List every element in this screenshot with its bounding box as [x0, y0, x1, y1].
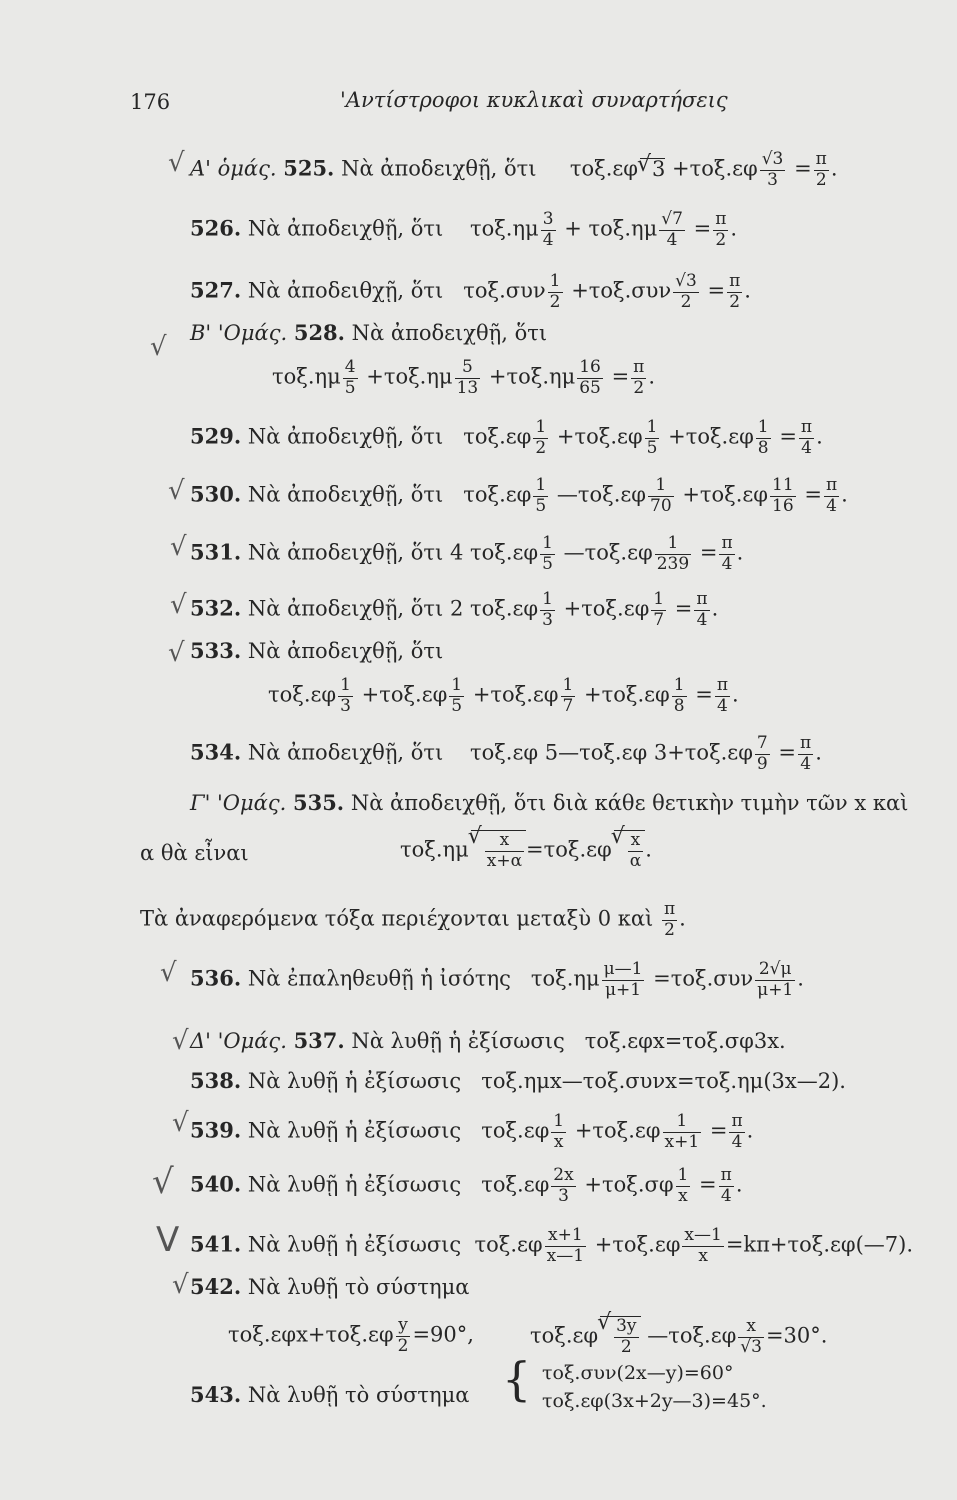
fraction-pi: $\frac{\pi}{2}$	[729, 271, 741, 312]
group-b-label: Β' 'Ομάς.	[190, 321, 288, 345]
handwritten-check-mark: √	[170, 590, 187, 620]
fraction: $\frac{x—1}{x}$	[684, 1225, 722, 1266]
problem-525: Α' ὁμάς. 525. Νὰ ἀποδειχθῇ, ὅτι τοξ.εφ√ 3 +τοξ.εφ $\frac{√3}{3}$ = $\frac{\pi}{2}$ .	[190, 150, 838, 190]
radical: √ 3	[640, 158, 665, 180]
problem-number: 530.	[190, 481, 242, 507]
fraction: $\frac{\mu—1}{\mu+1}$	[603, 959, 643, 1000]
group-g-label: Γ' 'Ομάς.	[190, 791, 287, 815]
handwritten-check-mark: √	[168, 638, 185, 668]
problem-532: 532. Νὰ ἀποδειχθῇ, ὅτι 2 τοξ.εφ $\frac{1}{3}$ +τοξ.εφ $\frac{1}{7}$ = $\frac{\pi}{4}$ .	[190, 589, 719, 630]
problem-533-heading	[190, 640, 443, 662]
problem-543-eq2: τοξ.εφ(3x+2y—3)=45°.	[542, 1390, 767, 1412]
fraction: $\frac{1}{3}$	[542, 589, 553, 630]
fraction-pi: $\frac{\pi}{4}$	[825, 475, 838, 516]
radical: √ $\frac{x}{\alpha}$	[614, 830, 645, 871]
fraction: $\frac{1}{8}$	[757, 417, 769, 458]
problem-text: Νὰ ἀποδειθχῇ, ὅτι	[247, 278, 444, 303]
fraction: $\frac{3}{4}$	[542, 209, 554, 250]
radical: √ $\frac{3y}{2}$	[600, 1316, 640, 1357]
problem-text: Νὰ ἀποδειχθῇ, ὅτι διὰ κάθε θετικὴν τιμὴν τῶν x καὶ	[350, 791, 909, 815]
fraction: $\frac{1}{5}$	[646, 417, 658, 458]
fraction-pi: $\frac{\pi}{4}$	[720, 1165, 732, 1206]
problem-527: 527. Νὰ ἀποδειθχῇ, ὅτι τοξ.συν $\frac{1}{2}$ +τοξ.συν $\frac{√3}{2}$ = $\frac{\pi}{2}$ .	[190, 271, 751, 312]
problem-text: Νὰ ἀποδειχθῇ, ὅτι	[247, 540, 444, 565]
fraction: $\frac{1}{2}$	[549, 271, 561, 312]
fraction: $\frac{2x}{3}$	[553, 1165, 574, 1206]
problem-number: 536.	[190, 965, 242, 991]
equation: τοξ.εφx=τοξ.σφ3x.	[584, 1029, 786, 1053]
fraction-pi: $\frac{\pi}{2}$	[815, 149, 827, 190]
fraction: $\frac{1}{5}$	[542, 533, 553, 574]
fraction: $\frac{1}{5}$	[535, 475, 547, 516]
problem-541: 541. Νὰ λυθῇ ἡ ἐξίσωσις τοξ.εφ $\frac{x+1}{x—1}$ +τοξ.εφ $\frac{x—1}{x}$ =kπ+τοξ.εφ(—7).	[190, 1225, 914, 1266]
problem-text: Νὰ λυθῇ ἡ ἐξίσωσις	[247, 1069, 462, 1093]
problem-number: 539.	[190, 1117, 242, 1143]
fraction-pi: $\frac{\pi}{2}$	[633, 357, 645, 398]
handwritten-check-mark: √	[168, 476, 185, 506]
problem-text: Νὰ ἀποδειχθῇ, ὅτι	[247, 424, 444, 449]
problem-number: 542.	[190, 1274, 242, 1299]
problem-text: Νὰ ἀποδειχθῇ, ὅτι	[341, 156, 537, 181]
problem-538	[190, 1070, 846, 1092]
fraction: $\frac{1}{7}$	[562, 675, 574, 716]
group-d-label: Δ' 'Ομάς.	[190, 1029, 287, 1053]
problem-number: 532.	[190, 595, 242, 621]
handwritten-check-mark: √	[160, 958, 177, 988]
problem-528-formula: τοξ.ημ $\frac{4}{5}$ +τοξ.ημ $\frac{5}{13}$ +τοξ.ημ $\frac{16}{65}$ = $\frac{\pi}{2}$ .	[272, 357, 656, 398]
problem-535-formula: τοξ.ημ √ $\frac{x}{x+\alpha}$ =τοξ.εφ √ $\frac{x}{\alpha}$ .	[400, 830, 652, 871]
fraction-pi: $\frac{\pi}{2}$	[715, 209, 727, 250]
handwritten-check-mark: √	[152, 1162, 174, 1202]
problem-text: Νὰ ἀποδειχθῇ, ὅτι	[247, 639, 444, 663]
fraction: $\frac{1}{x}$	[553, 1111, 565, 1152]
problem-528-heading	[190, 322, 547, 344]
fraction: $\frac{√3}{2}$	[675, 271, 697, 312]
fraction: $\frac{x}{√3}$	[740, 1316, 762, 1357]
fraction: $\frac{1}{8}$	[673, 675, 685, 716]
page-number: 176	[130, 90, 171, 114]
fraction: $\frac{1}{239}$	[656, 533, 690, 574]
fraction-pi: $\frac{\pi}{4}$	[696, 589, 708, 630]
fraction: $\frac{√7}{4}$	[661, 209, 683, 250]
problem-535-line3: Τὰ ἀναφερόμενα τόξα περιέχονται μεταξὺ 0 καὶ $\frac{\pi}{2}$ .	[140, 899, 686, 940]
fraction: $\frac{11}{16}$	[772, 475, 794, 516]
fraction-pi: $\frac{\pi}{4}$	[800, 417, 813, 458]
problem-text: Νὰ λυθῇ ἡ ἐξίσωσις	[247, 1172, 462, 1197]
problem-number: 526.	[190, 215, 242, 241]
problem-text: Νὰ ἀποδειχθῇ, ὅτι	[247, 216, 444, 241]
problem-543	[190, 1384, 469, 1406]
problem-540: 540. Νὰ λυθῇ ἡ ἐξίσωσις τοξ.εφ $\frac{2x}{3}$ +τοξ.σφ $\frac{1}{x}$ = $\frac{\pi}{4}$ .	[190, 1165, 743, 1206]
problem-number: 537.	[293, 1028, 345, 1053]
problem-number: 538.	[190, 1068, 242, 1093]
problem-533-formula: τοξ.εφ $\frac{1}{3}$ +τοξ.εφ $\frac{1}{5}$ +τοξ.εφ $\frac{1}{7}$ +τοξ.εφ $\frac{1}{8}$ = $\frac{\pi}{4}$ .	[268, 675, 739, 716]
problem-number: 528.	[293, 320, 345, 345]
handwritten-check-mark: √	[168, 148, 185, 178]
page-title: 'Αντίστροφοι κυκλικαὶ συναρτήσεις	[340, 88, 728, 112]
fraction: $\frac{1}{5}$	[451, 675, 463, 716]
problem-539: 539. Νὰ λυθῇ ἡ ἐξίσωσις τοξ.εφ $\frac{1}{x}$ +τοξ.εφ $\frac{1}{x+1}$ = $\frac{\pi}{4}$ .	[190, 1111, 754, 1152]
problem-text: Νὰ λυθῇ ἡ ἐξίσωσις	[247, 1232, 462, 1257]
equation: τοξ.ημx—τοξ.συνx=τοξ.ημ(3x—2).	[481, 1069, 846, 1093]
problem-542-eq1: τοξ.εφx+τοξ.εφ $\frac{y}{2}$ =90°,	[228, 1315, 474, 1356]
fraction: $\frac{2√\mu}{\mu+1}$	[757, 959, 794, 1000]
problem-text: Νὰ λυθῇ ἡ ἐξίσωσις	[351, 1029, 565, 1053]
problem-531: 531. Νὰ ἀποδειχθῇ, ὅτι 4 τοξ.εφ $\frac{1}{5}$ —τοξ.εφ $\frac{1}{239}$ = $\frac{\pi}{4}$ .	[190, 533, 744, 574]
problem-text: Νὰ ἀποδειχθῇ, ὅτι	[247, 740, 444, 765]
fraction: $\frac{1}{3}$	[340, 675, 351, 716]
fraction-pi: $\frac{\pi}{4}$	[716, 675, 729, 716]
handwritten-check-mark: √	[172, 1108, 189, 1138]
handwritten-check-mark: √	[170, 532, 187, 562]
problem-542-eq2: τοξ.εφ √ $\frac{3y}{2}$ —τοξ.εφ $\frac{x}{√3}$ =30°.	[530, 1316, 827, 1357]
problem-529: 529. Νὰ ἀποδειχθῇ, ὅτι τοξ.εφ $\frac{1}{2}$ +τοξ.εφ $\frac{1}{5}$ +τοξ.εφ $\frac{1}{8}$ = $\frac{\pi}{4}$ .	[190, 417, 823, 458]
fraction: $\frac{16}{65}$	[579, 357, 601, 398]
problem-number: 535.	[292, 790, 345, 815]
problem-number: 540.	[190, 1171, 242, 1197]
problem-number: 529.	[190, 423, 242, 449]
problem-534: 534. Νὰ ἀποδειχθῇ, ὅτι τοξ.εφ 5—τοξ.εφ 3+τοξ.εφ $\frac{7}{9}$ = $\frac{\pi}{4}$ .	[190, 733, 822, 774]
fraction-pi: $\frac{\pi}{4}$	[731, 1111, 743, 1152]
fraction: $\frac{1}{x}$	[677, 1165, 689, 1206]
handwritten-check-mark: √	[172, 1026, 189, 1056]
fraction-pi: $\frac{\pi}{4}$	[800, 733, 812, 774]
problem-text: Νὰ λυθῇ τὸ σύστημα	[247, 1383, 470, 1407]
radical: √ $\frac{x}{x+\alpha}$	[471, 830, 526, 871]
problem-text: Νὰ λυθῇ ἡ ἐξίσωσις	[247, 1118, 462, 1143]
fraction: $\frac{4}{5}$	[344, 357, 356, 398]
fraction: $\frac{1}{2}$	[535, 417, 547, 458]
problem-543-eq1: τοξ.συν(2x—y)=60°	[542, 1362, 734, 1384]
fraction: $\frac{7}{9}$	[756, 733, 768, 774]
problem-number: 527.	[190, 277, 242, 303]
handwritten-check-mark: V	[156, 1220, 180, 1260]
fraction-pi: $\frac{\pi}{4}$	[721, 533, 733, 574]
fraction: $\frac{1}{x+1}$	[664, 1111, 700, 1152]
problem-number: 533.	[190, 638, 242, 663]
problem-text: Νὰ ἐπαληθευθῇ ἡ ἰσότης	[247, 966, 511, 991]
problem-number: 541.	[190, 1231, 242, 1257]
handwritten-check-mark: √	[150, 332, 167, 362]
handwritten-check-mark: √	[172, 1270, 189, 1300]
term: τοξ.εφ	[569, 156, 638, 181]
fraction: $\frac{1}{7}$	[653, 589, 665, 630]
problem-text: Νὰ λυθῇ τὸ σύστημα	[247, 1275, 470, 1299]
group-a-label: Α' ὁμάς.	[190, 156, 277, 181]
problem-text: Νὰ ἀποδειχθῇ, ὅτι	[247, 596, 444, 621]
fraction: $\frac{1}{70}$	[650, 475, 672, 516]
term: +τοξ.εφ	[672, 156, 758, 181]
problem-537	[190, 1030, 786, 1052]
fraction: $\frac{5}{13}$	[456, 357, 479, 398]
problem-526: 526. Νὰ ἀποδειχθῇ, ὅτι τοξ.ημ $\frac{3}{4}$ + τοξ.ημ $\frac{√7}{4}$ = $\frac{\pi}{2}$ .	[190, 209, 738, 250]
problem-535-line1	[190, 792, 908, 814]
problem-text: Νὰ ἀποδειχθῇ, ὅτι	[247, 482, 444, 507]
fraction-pi: $\frac{\pi}{2}$	[663, 899, 676, 940]
problem-number: 531.	[190, 539, 242, 565]
system-brace: {	[502, 1352, 532, 1406]
problem-number: 543.	[190, 1382, 242, 1407]
fraction: $\frac{x+1}{x—1}$	[546, 1225, 585, 1266]
problem-number: 525.	[283, 155, 335, 181]
fraction: $\frac{√3}{3}$	[761, 149, 784, 190]
fraction: $\frac{y}{2}$	[397, 1315, 409, 1356]
problem-number: 534.	[190, 739, 242, 765]
problem-text: Νὰ ἀποδειχθῇ, ὅτι	[351, 321, 548, 345]
problem-535-line2: α θὰ εἶναι	[140, 841, 249, 865]
problem-536: 536. Νὰ ἐπαληθευθῇ ἡ ἰσότης τοξ.ημ $\frac{\mu—1}{\mu+1}$ =τοξ.συν $\frac{2√\mu}{\mu+1}$ .	[190, 959, 804, 1000]
problem-542-heading	[190, 1276, 469, 1298]
problem-530: 530. Νὰ ἀποδειχθῇ, ὅτι τοξ.εφ $\frac{1}{5}$ —τοξ.εφ $\frac{1}{70}$ +τοξ.εφ $\frac{11}{16}$ = $\frac{\pi}{4}$ .	[190, 475, 848, 516]
